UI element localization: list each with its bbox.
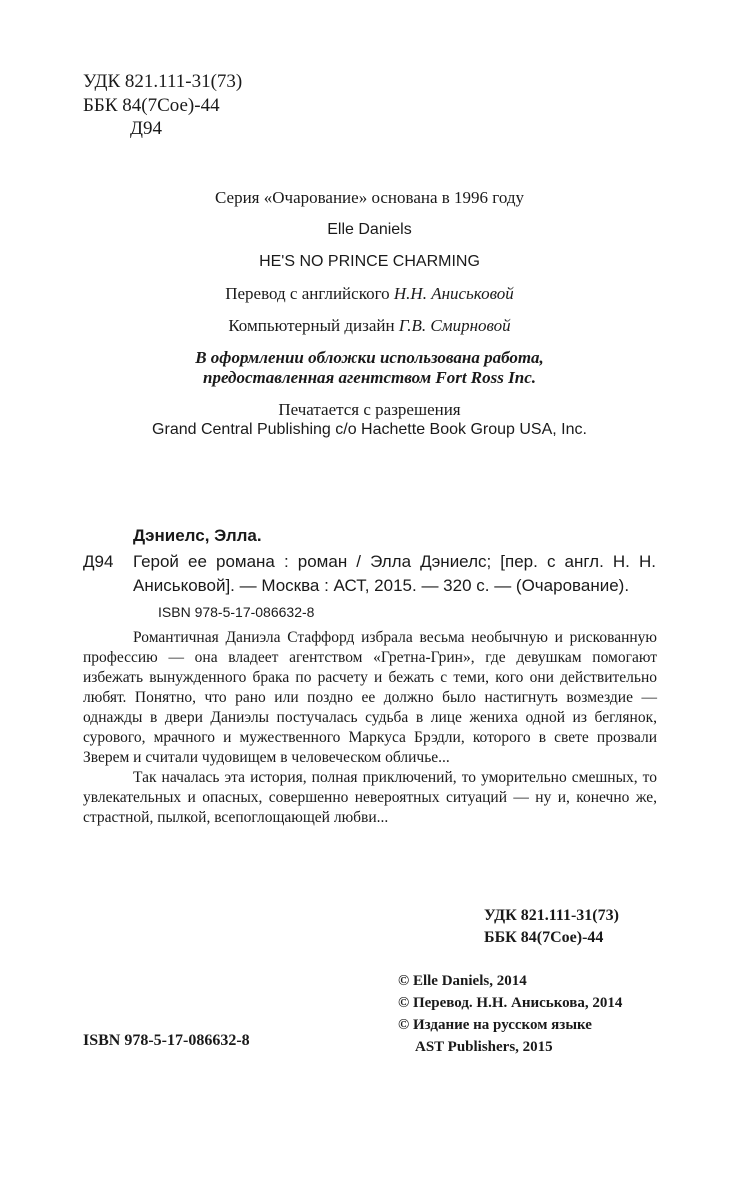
translation-prefix: Перевод с английского xyxy=(225,284,394,303)
permission-line2: Grand Central Publishing c/o Hachette Book Group USA, Inc. xyxy=(152,421,587,438)
biblio-code: Д94 xyxy=(83,552,114,571)
original-title: HE'S NO PRINCE CHARMING xyxy=(259,253,480,270)
isbn-bottom: ISBN 978-5-17-086632-8 xyxy=(83,1032,250,1049)
copyright-translation: © Перевод. Н.Н. Аниськова, 2014 xyxy=(398,995,623,1011)
copyright-edition: © Издание на русском языке xyxy=(398,1017,592,1033)
udk-bbk-bottom xyxy=(484,905,619,949)
biblio-text: Герой ее романа : роман / Элла Дэниелс; [пер. с англ. Н. Н. Аниськовой]. — Москва : АСТ, 2015. — 320 с. — (Очарование). xyxy=(133,552,656,595)
biblio-description xyxy=(83,550,658,598)
bbk-code-bottom: ББК 84(7Сое)-44 xyxy=(484,929,604,946)
biblio-author: Дэниелс, Элла. xyxy=(133,526,262,545)
translation-line xyxy=(0,284,739,304)
design-line xyxy=(0,316,739,336)
translator-name: Н.Н. Аниськовой xyxy=(393,284,514,303)
designer-name: Г.В. Смирновой xyxy=(398,316,511,335)
copyright-author: © Elle Daniels, 2014 xyxy=(398,973,527,989)
cover-credit-line2: предоставленная агентством Fort Ross Inc. xyxy=(202,368,536,387)
annotation-paragraph-2: Так началась эта история, полная приключений, то уморительно смешных, то увлекательных и опасных, совершенно невероятных ситуаций — ну и, конечно же, страстной, пылкой, всепоглощающей любви... xyxy=(83,769,657,826)
copyright-publisher: AST Publishers, 2015 xyxy=(415,1039,553,1055)
bbk-code: ББК 84(7Сое)-44 xyxy=(83,94,220,116)
series-line: Серия «Очарование» основана в 1996 году xyxy=(214,188,524,207)
author-sign: Д94 xyxy=(130,118,162,139)
biblio-isbn: ISBN 978-5-17-086632-8 xyxy=(158,604,315,620)
cover-credit-line1: В оформлении обложки использована работа, xyxy=(195,348,544,367)
bibliographic-entry xyxy=(83,526,658,828)
udk-code-bottom: УДК 821.111-31(73) xyxy=(484,907,619,924)
original-author: Elle Daniels xyxy=(327,221,412,238)
udk-code: УДК 821.111-31(73) xyxy=(83,71,243,92)
design-prefix: Компьютерный дизайн xyxy=(228,316,399,335)
credits-block xyxy=(0,188,739,440)
copyright-block xyxy=(398,970,622,1058)
annotation-paragraph-1: Романтичная Даниэла Стаффорд избрала весьма необычную и рискованную профессию — она владеет агентством «Гретна-Грин», где девушкам помогают избежать вынужденного брака по расчету и бежать с теми, кого они действительно любят. Понятно, что рано или поздно ее должно было настигнуть возмездие — однажды в двери Даниэлы постучалась судьба в лице жениха одной из беглянок, сурового, мрачного и мужественного Маркуса Брэдли, которого в свете прозвали Зверем и считали чудовищем в человеческом обличье... xyxy=(83,629,657,766)
udk-bbk-top xyxy=(83,70,242,141)
permission-line1: Печатается с разрешения xyxy=(278,400,461,419)
annotation xyxy=(83,628,657,828)
